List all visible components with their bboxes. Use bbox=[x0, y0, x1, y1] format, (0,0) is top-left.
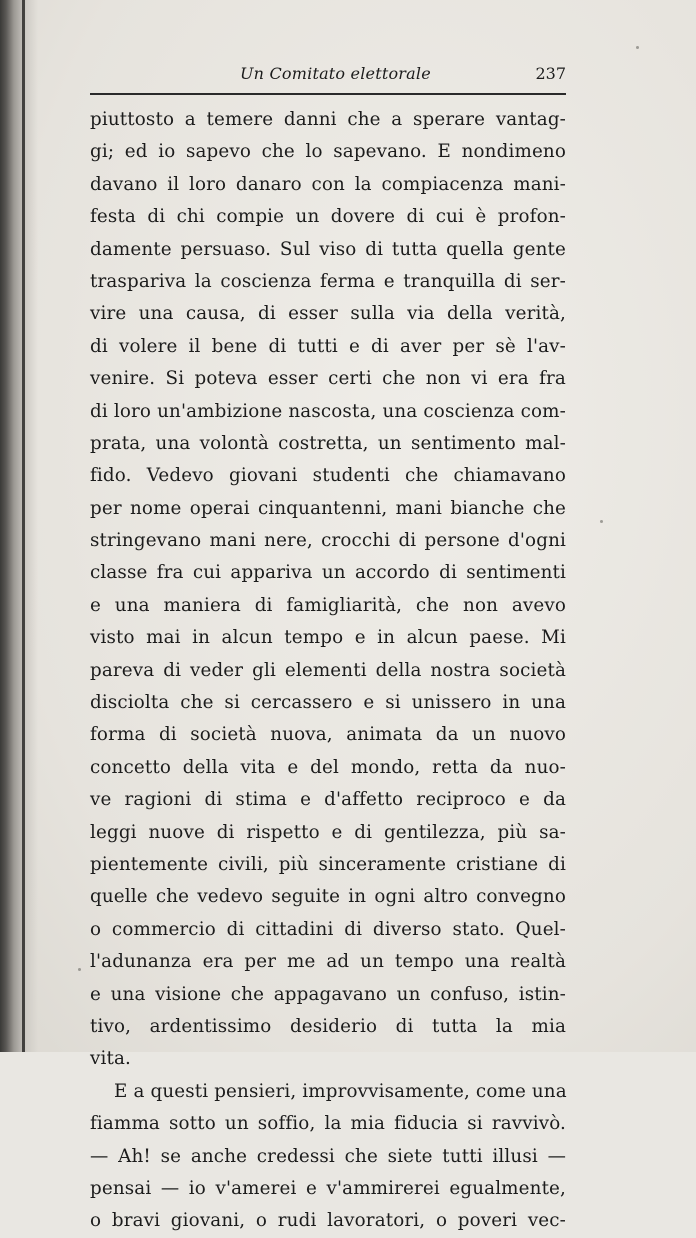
text-line: ve ragioni di stima e d'affetto reciproco e da bbox=[90, 789, 566, 811]
paper-speck bbox=[600, 520, 603, 523]
body-text bbox=[90, 104, 566, 1238]
text-line: fiamma sotto un soffio, la mia fiducia si ravvivò. bbox=[90, 1113, 566, 1135]
text-line: quelle che vedevo seguite in ogni altro convegno bbox=[90, 886, 566, 908]
binding-shadow bbox=[0, 0, 38, 1052]
text-line: e una visione che appagavano un confuso, istin- bbox=[90, 983, 566, 1005]
header-rule bbox=[90, 93, 566, 95]
text-line: venire. Si poteva esser certi che non vi era fra bbox=[90, 368, 566, 390]
binding-edge-line bbox=[22, 0, 25, 1052]
paper-speck bbox=[636, 46, 639, 49]
text-line: o commercio di cittadini di diverso stato. Quel- bbox=[90, 918, 566, 940]
text-line: di loro un'ambizione nascosta, una coscienza com- bbox=[90, 400, 566, 422]
text-line: davano il loro danaro con la compiacenza mani- bbox=[90, 173, 566, 195]
page-number: 237 bbox=[535, 64, 566, 83]
paragraph-end-line: vita. bbox=[90, 1048, 131, 1070]
text-line: concetto della vita e del mondo, retta da nuo- bbox=[90, 756, 566, 778]
text-line: leggi nuove di rispetto e di gentilezza, più sa- bbox=[90, 821, 566, 843]
text-line: di volere il bene di tutti e di aver per sè l'av- bbox=[90, 335, 566, 357]
text-line: e una maniera di famigliarità, che non avevo bbox=[90, 594, 566, 616]
text-line: stringevano mani nere, crocchi di persone d'ogni bbox=[90, 530, 566, 552]
running-title: Un Comitato elettorale bbox=[240, 64, 431, 83]
text-line: disciolta che si cercassero e si unissero in una bbox=[90, 692, 566, 714]
paper-speck bbox=[78, 968, 81, 971]
text-line: vire una causa, di esser sulla via della verità, bbox=[90, 303, 566, 325]
text-line: o bravi giovani, o rudi lavoratori, o poveri vec- bbox=[90, 1210, 566, 1232]
text-line: per nome operai cinquantenni, mani bianche che bbox=[90, 497, 566, 519]
text-line: pensai — io v'amerei e v'ammirerei egualmente, bbox=[90, 1177, 566, 1199]
text-line: gi; ed io sapevo che lo sapevano. E nondimeno bbox=[90, 141, 566, 163]
text-line: festa di chi compie un dovere di cui è profon- bbox=[90, 206, 566, 228]
text-line: piuttosto a temere danni che a sperare vantag- bbox=[90, 109, 566, 130]
text-line: visto mai in alcun tempo e in alcun paese. Mi bbox=[90, 627, 566, 649]
paragraph-start-line: E a questi pensieri, improvvisamente, come una bbox=[114, 1080, 567, 1102]
page-header bbox=[90, 60, 566, 88]
text-line: damente persuaso. Sul viso di tutta quella gente bbox=[90, 238, 566, 260]
text-line: l'adunanza era per me ad un tempo una realtà bbox=[90, 951, 566, 973]
text-line: fido. Vedevo giovani studenti che chiamavano bbox=[90, 465, 566, 487]
text-line: forma di società nuova, animata da un nuovo bbox=[90, 724, 566, 746]
text-line: tivo, ardentissimo desiderio di tutta la mia bbox=[90, 1015, 566, 1037]
text-line: pareva di veder gli elementi della nostra società bbox=[90, 659, 566, 681]
text-line: — Ah! se anche credessi che siete tutti illusi — bbox=[90, 1145, 566, 1167]
text-line: prata, una volontà costretta, un sentimento mal- bbox=[90, 432, 566, 454]
text-line: traspariva la coscienza ferma e tranquilla di ser- bbox=[90, 270, 566, 292]
text-line: classe fra cui appariva un accordo di sentimenti bbox=[90, 562, 566, 584]
text-line: pientemente civili, più sinceramente cristiane di bbox=[90, 853, 566, 875]
